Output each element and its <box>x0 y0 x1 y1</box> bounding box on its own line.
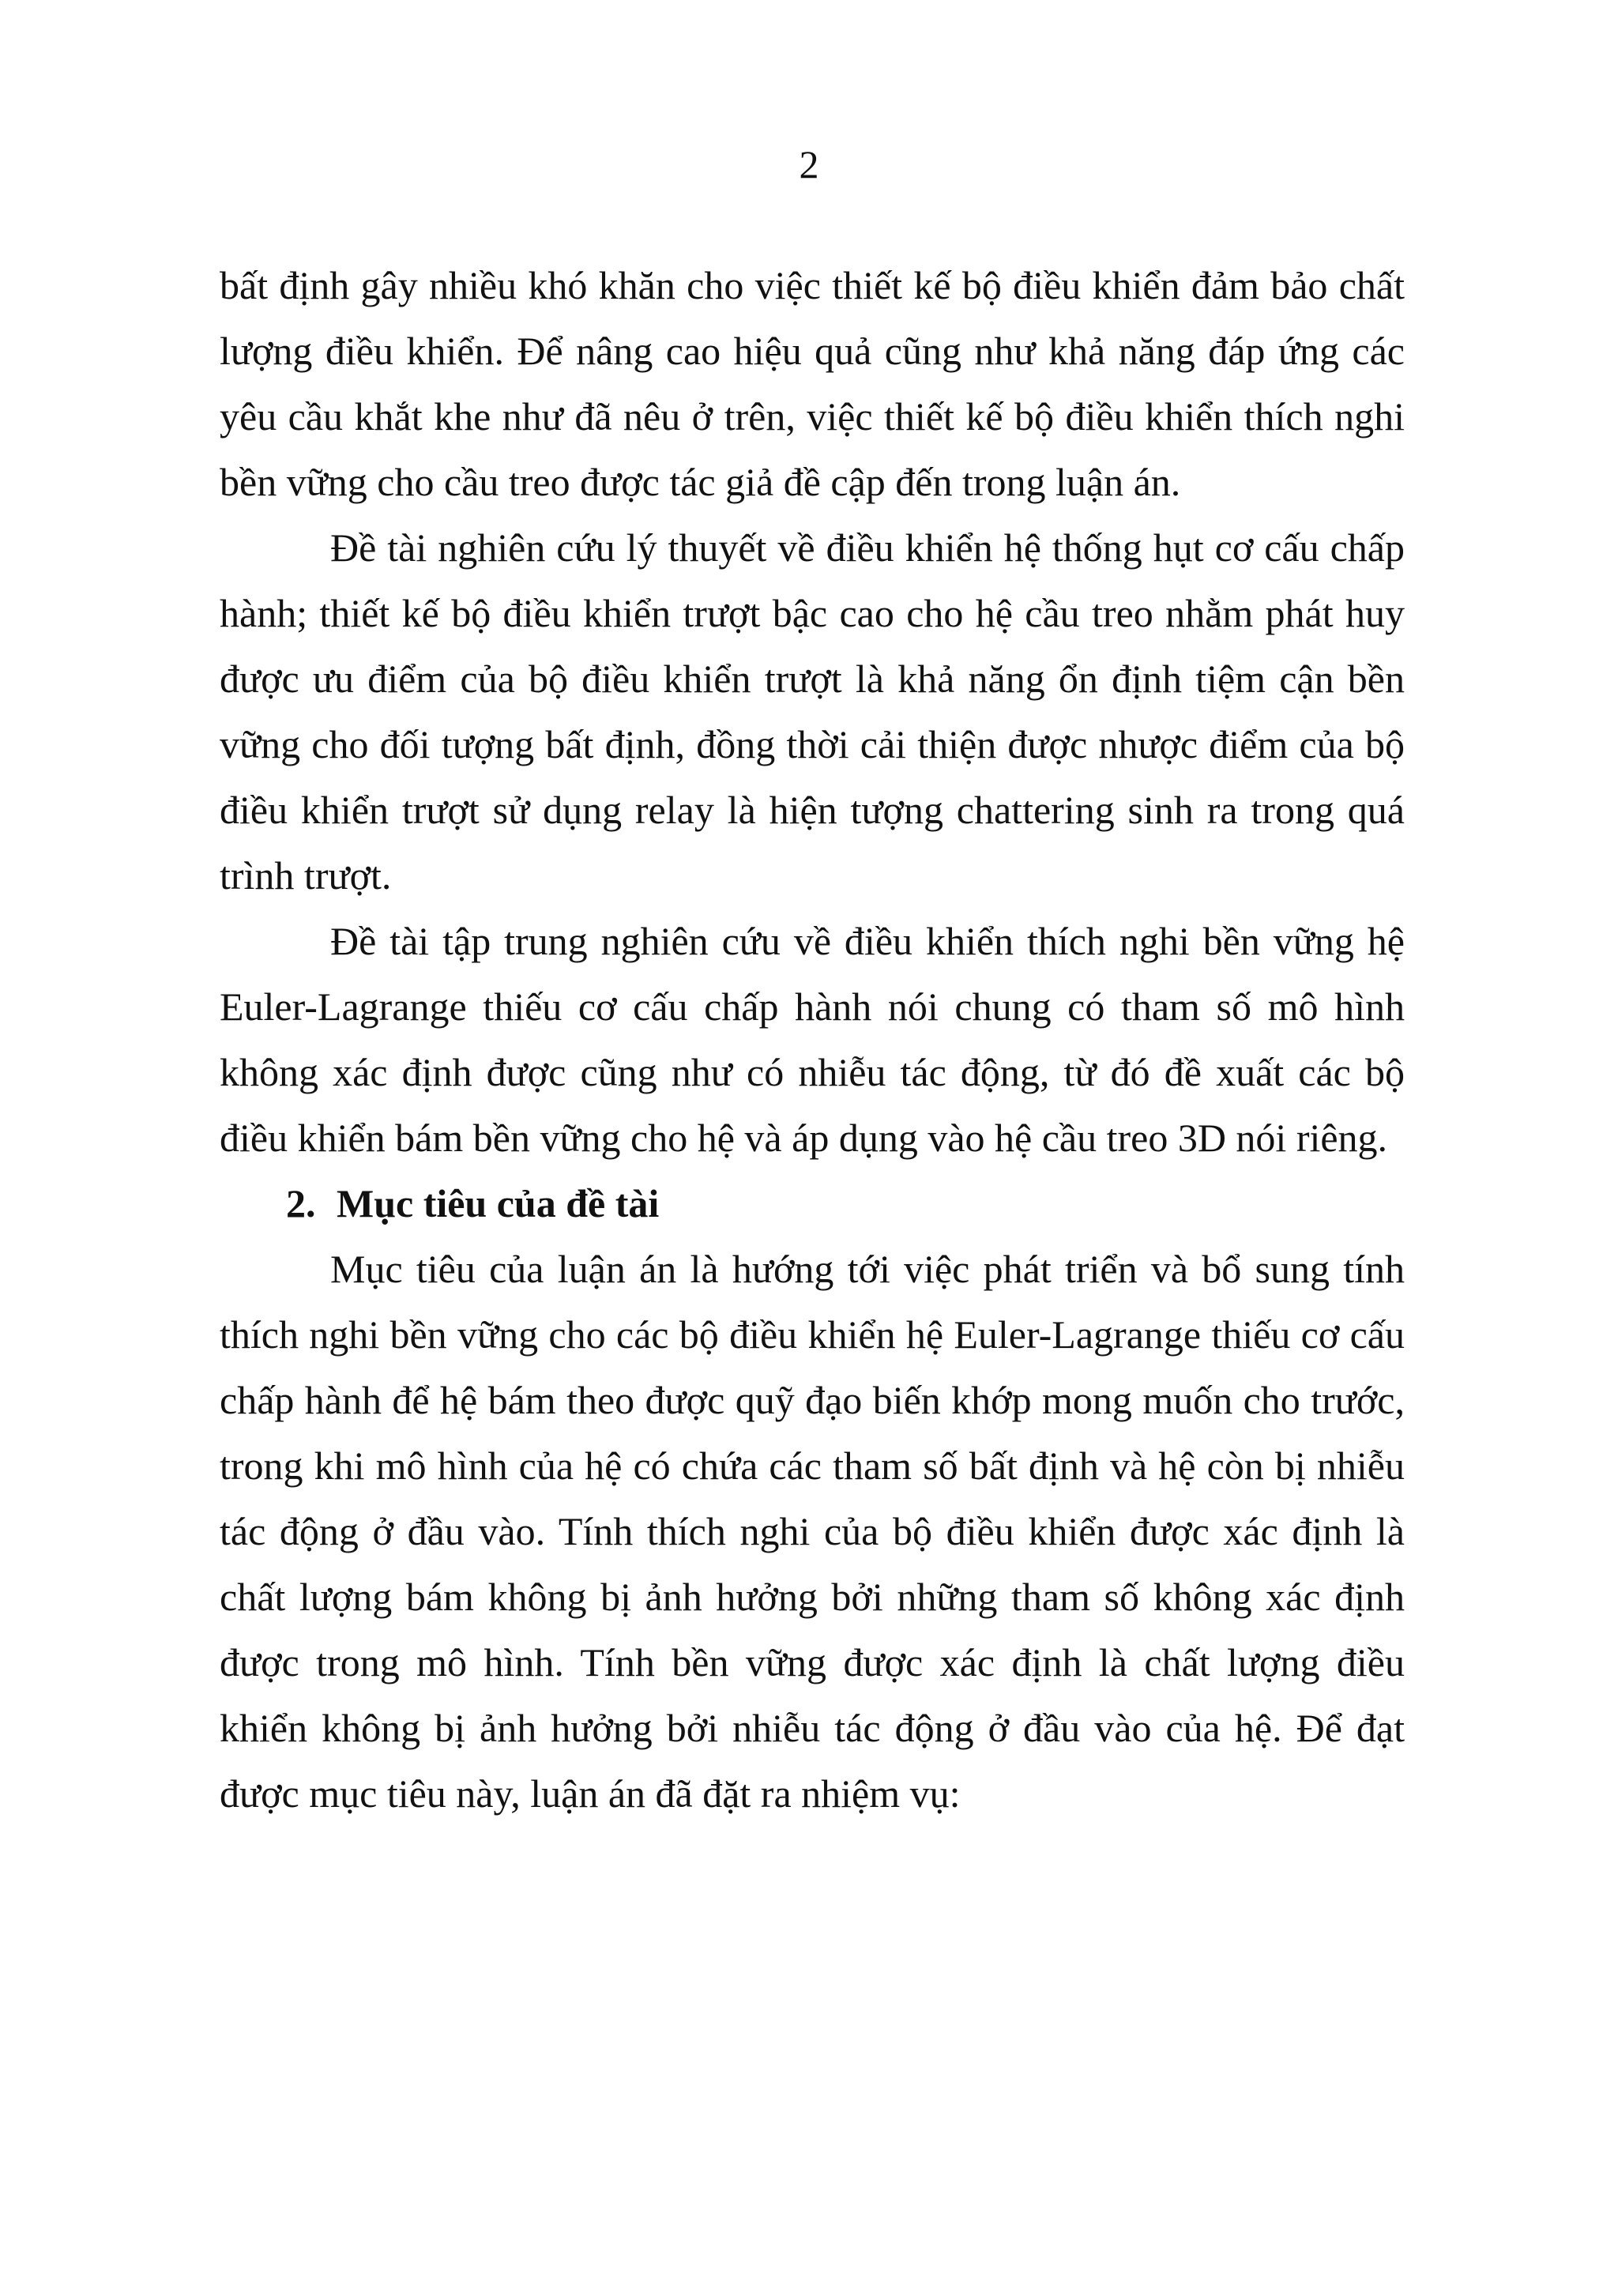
section-title: Mục tiêu của đề tài <box>337 1181 660 1225</box>
section-number: 2. <box>286 1181 316 1225</box>
section-heading <box>220 1171 1405 1236</box>
body-text <box>220 253 1405 1827</box>
paragraph-objectives: Mục tiêu của luận án là hướng tới việc phát triển và bổ sung tính thích nghi bền vững cho các bộ điều khiển hệ Euler-Lagrange thiếu cơ cấu chấp hành để hệ bám theo được quỹ đạo biến khớp mong muốn cho trước, trong khi mô hình của hệ có chứa các tham số bất định và hệ còn bị nhiễu tác động ở đầu vào. Tính thích nghi của bộ điều khiển được xác định là chất lượng bám không bị ảnh hưởng bởi những tham số không xác định được trong mô hình. Tính bền vững được xác định là chất lượng điều khiển không bị ảnh hưởng bởi nhiễu tác động ở đầu vào của hệ. Để đạt được mục tiêu này, luận án đã đặt ra nhiệm vụ: <box>220 1247 1405 1816</box>
paragraph-research-focus: Đề tài tập trung nghiên cứu về điều khiển thích nghi bền vững hệ Euler-Lagrange thiếu cơ cấu chấp hành nói chung có tham số mô hình không xác định được cũng như có nhiễu tác động, từ đó đề xuất các bộ điều khiển bám bền vững cho hệ và áp dụng vào hệ cầu treo 3D nói riêng. <box>220 919 1405 1160</box>
page-number: 2 <box>799 142 819 186</box>
paragraph-research-theory: Đề tài nghiên cứu lý thuyết về điều khiển hệ thống hụt cơ cấu chấp hành; thiết kế bộ điều khiển trượt bậc cao cho hệ cầu treo nhằm phát huy được ưu điểm của bộ điều khiển trượt là khả năng ổn định tiệm cận bền vững cho đối tượng bất định, đồng thời cải thiện được nhược điểm của bộ điều khiển trượt sử dụng relay là hiện tượng chattering sinh ra trong quá trình trượt. <box>220 525 1405 898</box>
paragraph-continued: bất định gây nhiều khó khăn cho việc thiết kế bộ điều khiển đảm bảo chất lượng điều khiển. Để nâng cao hiệu quả cũng như khả năng đáp ứng các yêu cầu khắt khe như đã nêu ở trên, việc thiết kế bộ điều khiển thích nghi bền vững cho cầu treo được tác giả đề cập đến trong luận án. <box>220 263 1405 504</box>
